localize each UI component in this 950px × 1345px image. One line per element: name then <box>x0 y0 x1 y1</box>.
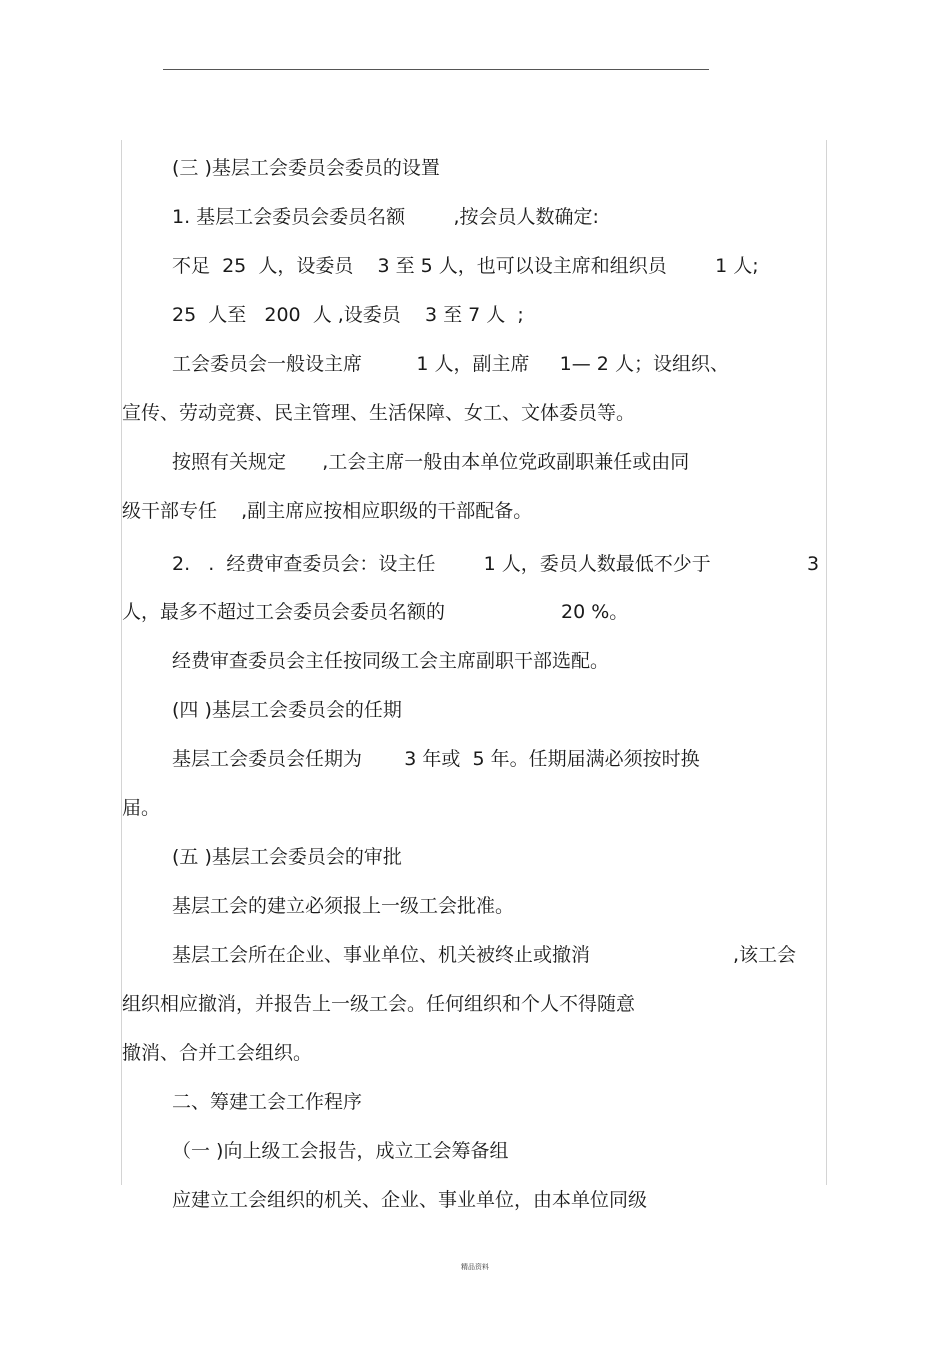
paragraph-line: 按照有关规定 ,工会主席一般由本单位党政副职兼任或由同 <box>172 451 690 473</box>
paragraph-line: 撤消、合并工会组织。 <box>122 1042 313 1064</box>
paragraph-line: 基层工会委员会任期为 3 年或 5 年。任期届满必须按时换 <box>172 748 700 770</box>
section-heading-3: (三 )基层工会委员会委员的设置 <box>172 157 440 179</box>
paragraph-line: 25 人至 200 人 ,设委员 3 至 7 人 ; <box>172 304 524 326</box>
paragraph-line: 经费审查委员会主任按同级工会主席副职干部选配。 <box>172 650 610 672</box>
paragraph-line-end: 20 %。 <box>561 601 629 623</box>
chapter-heading-2: 二、筹建工会工作程序 <box>172 1091 363 1113</box>
paragraph-line-end: 3 <box>807 553 820 575</box>
paragraph-line: 宣传、劳动竞赛、民主管理、生活保障、女工、文体委员等。 <box>122 402 636 424</box>
paragraph-line: 1. 基层工会委员会委员名额 ,按会员人数确定: <box>172 206 599 228</box>
paragraph-line: 基层工会所在企业、事业单位、机关被终止或撤消 <box>172 944 591 966</box>
paragraph-line: 组织相应撤消，并报告上一级工会。任何组织和个人不得随意 <box>122 993 636 1015</box>
paragraph-line: 人，最多不超过工会委员会委员名额的 <box>122 601 446 623</box>
paragraph-line: 基层工会的建立必须报上一级工会批准。 <box>172 895 515 917</box>
paragraph-line: 级干部专任 ,副主席应按相应职级的干部配备。 <box>122 500 533 522</box>
paragraph-line-end: ,该工会 <box>733 944 797 966</box>
paragraph-line: 应建立工会组织的机关、企业、事业单位，由本单位同级 <box>172 1189 648 1211</box>
paragraph-line: 届。 <box>122 797 161 819</box>
left-margin-rule <box>121 140 122 1185</box>
section-heading-4: (四 )基层工会委员会的任期 <box>172 699 402 721</box>
page-footer: 精品资料 <box>461 1263 489 1271</box>
right-margin-rule <box>826 140 827 1185</box>
paragraph-line: 2. . 经费审查委员会：设主任 1 人，委员人数最低不少于 <box>172 553 711 575</box>
header-rule <box>163 69 709 70</box>
section-heading-1: （一 )向上级工会报告，成立工会筹备组 <box>172 1140 509 1162</box>
paragraph-line: 工会委员会一般设主席 1 人，副主席 1— 2 人；设组织、 <box>172 353 729 375</box>
section-heading-5: (五 )基层工会委员会的审批 <box>172 846 402 868</box>
paragraph-line: 不足 25 人，设委员 3 至 5 人，也可以设主席和组织员 1 人; <box>172 255 759 277</box>
